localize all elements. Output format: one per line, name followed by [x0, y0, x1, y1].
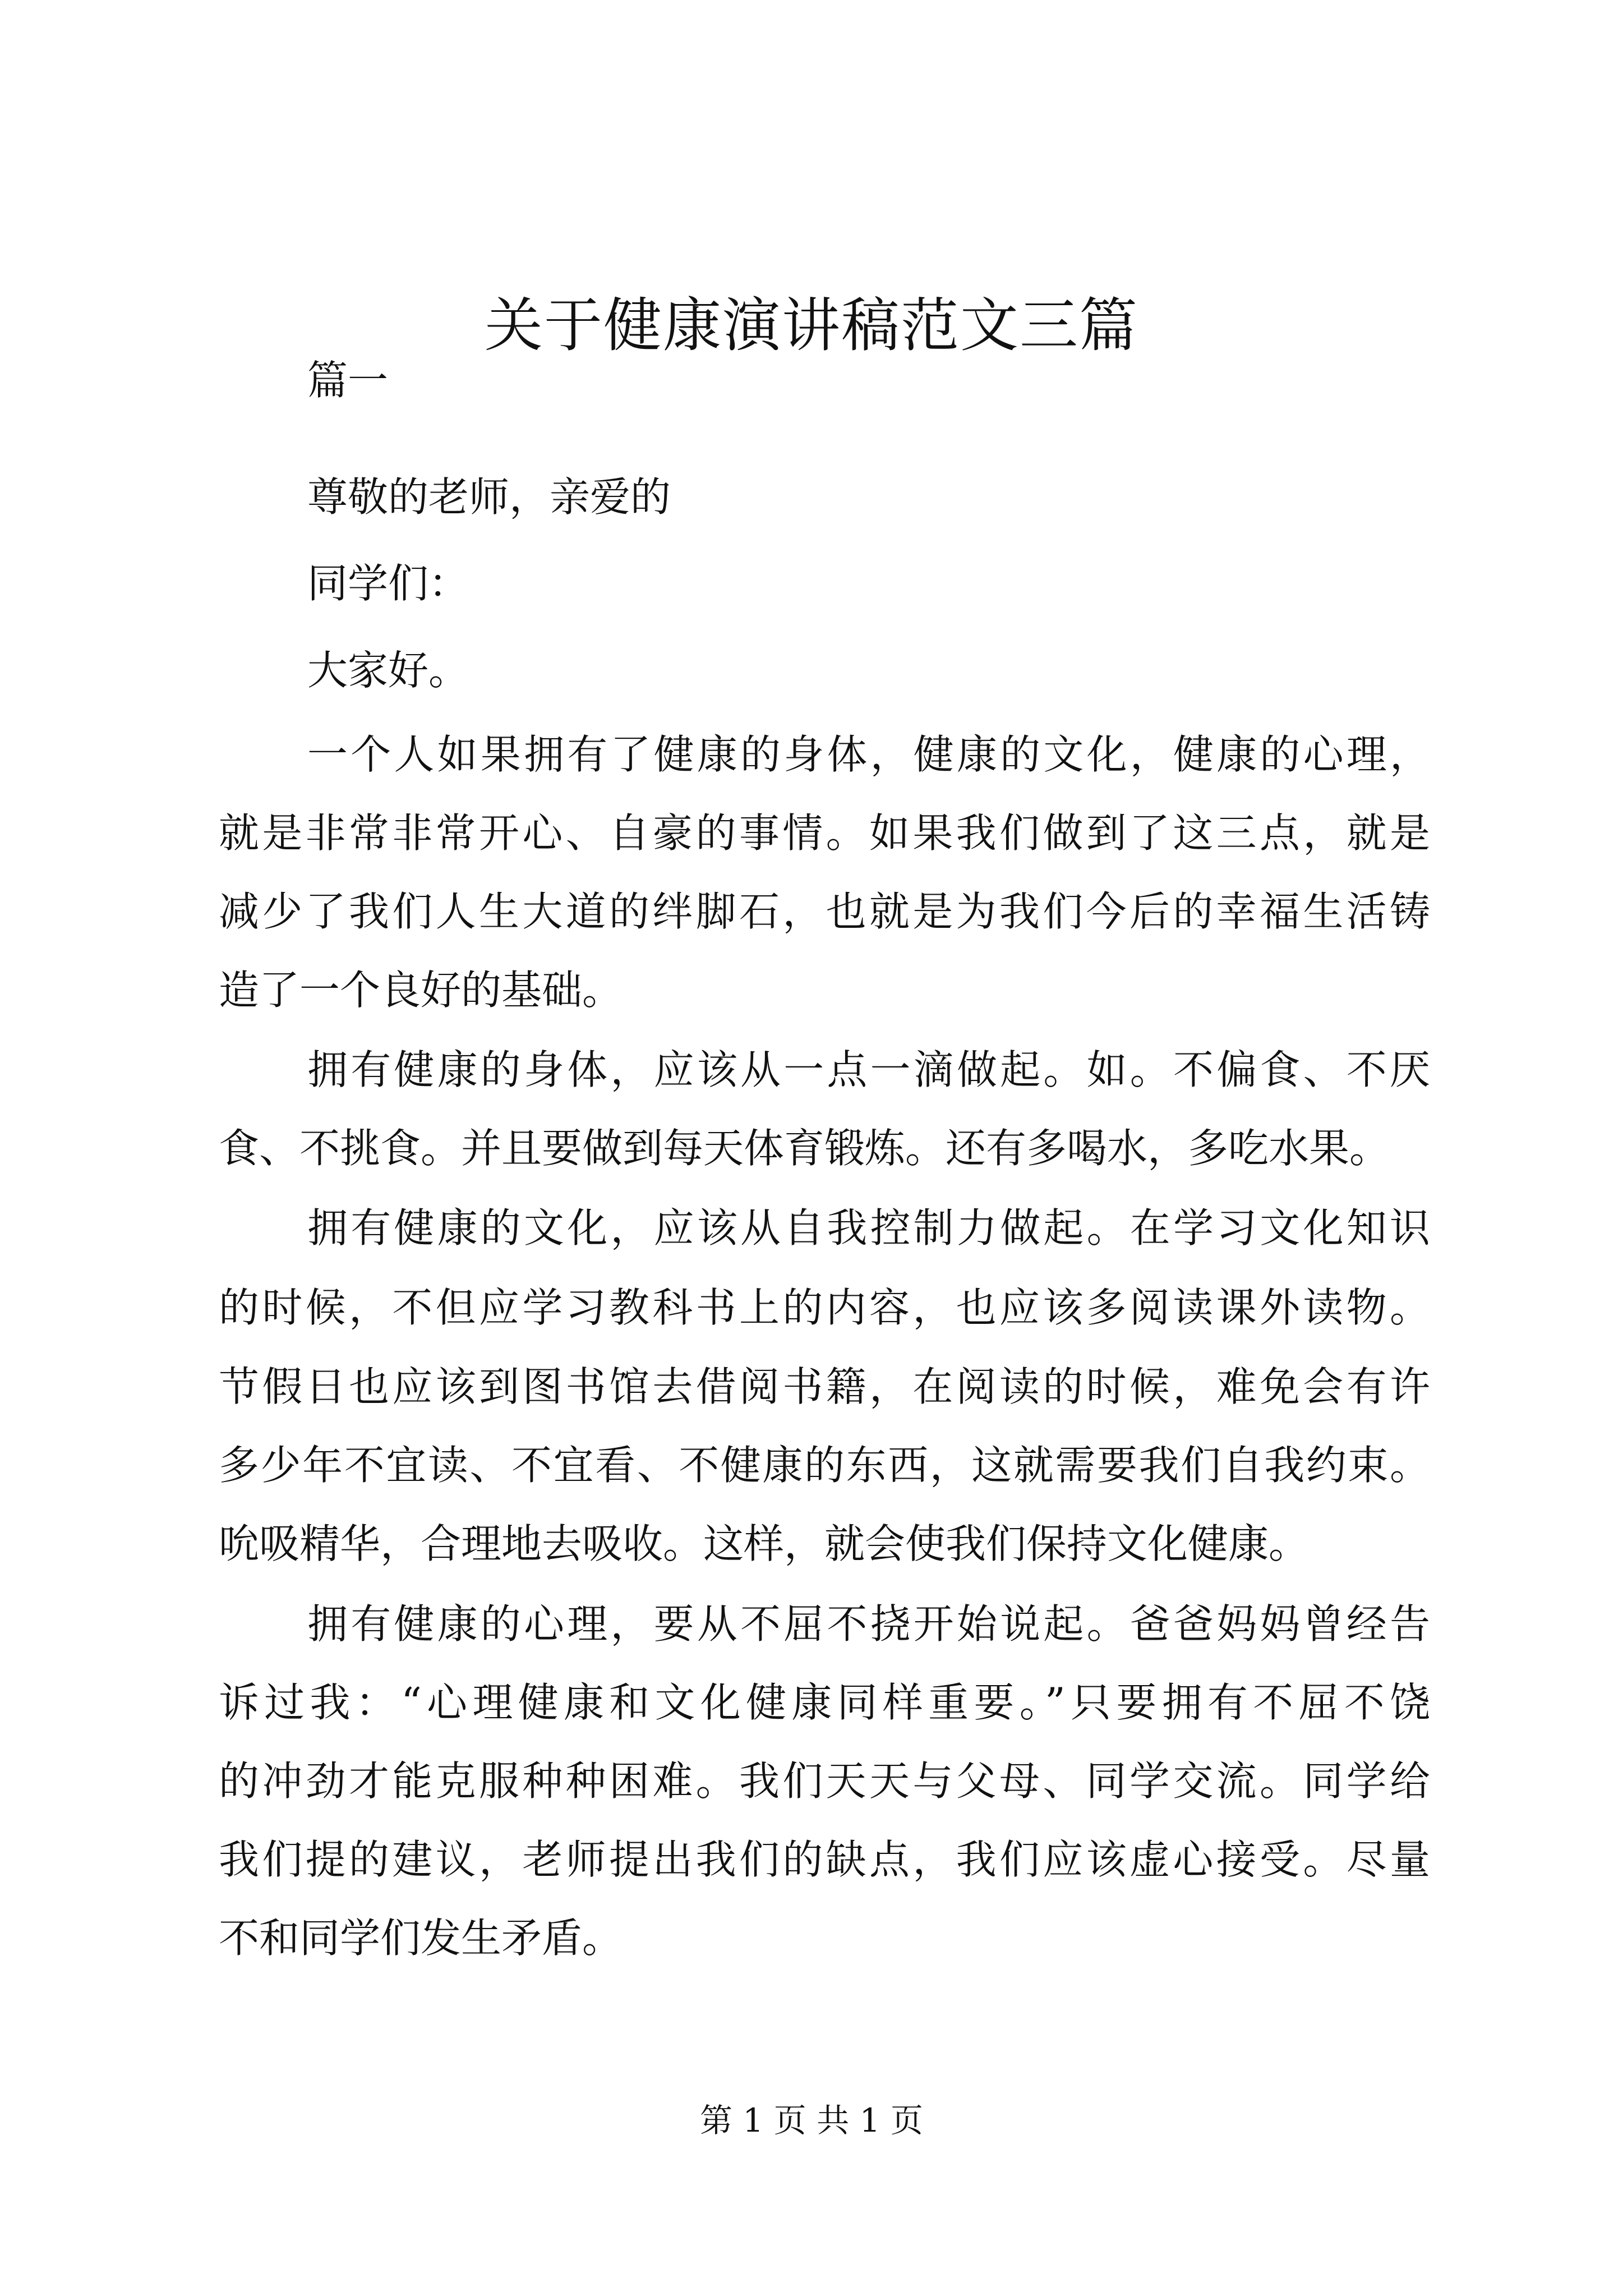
paragraph-4-line-4: 我们提的建议，老师提出我们的缺点，我们应该虚心接受。尽量 — [219, 1836, 1430, 1883]
paragraph-3-line-2: 的时候，不但应学习教科书上的内容，也应该多阅读课外读物。 — [219, 1284, 1430, 1331]
paragraph-2-line-2: 食、不挑食。并且要做到每天体育锻炼。还有多喝水，多吃水果。 — [219, 1125, 1390, 1172]
document-title: 关于健康演讲稿范文三篇 — [484, 291, 1138, 360]
greeting: 大家好。 — [307, 647, 469, 694]
paragraph-3-line-4: 多少年不宜读、不宜看、不健康的东西，这就需要我们自我约束。 — [219, 1442, 1430, 1489]
paragraph-1-line-4: 造了一个良好的基础。 — [219, 967, 623, 1014]
paragraph-4-line-3: 的冲劲才能克服种种困难。我们天天与父母、同学交流。同学给 — [219, 1757, 1430, 1805]
paragraph-4-line-1: 拥有健康的心理，要从不屈不挠开始说起。爸爸妈妈曾经告 — [307, 1600, 1430, 1648]
paragraph-3-line-1: 拥有健康的文化，应该从自我控制力做起。在学习文化知识 — [307, 1204, 1430, 1251]
salutation-line-1: 尊敬的老师，亲爱的 — [307, 473, 671, 521]
salutation-line-2: 同学们： — [307, 560, 469, 607]
paragraph-2-line-1: 拥有健康的身体，应该从一点一滴做起。如。不偏食、不厌 — [307, 1046, 1430, 1093]
section-heading: 篇一 — [307, 357, 389, 404]
page-footer: 第 1 页 共 1 页 — [700, 2101, 923, 2139]
paragraph-4-line-5: 不和同学们发生矛盾。 — [219, 1915, 623, 1962]
paragraph-3-line-5: 吮吸精华，合理地去吸收。这样，就会使我们保持文化健康。 — [219, 1520, 1310, 1567]
paragraph-1-line-2: 就是非常非常开心、自豪的事情。如果我们做到了这三点，就是 — [219, 809, 1430, 857]
paragraph-4-line-2: 诉过我：“心理健康和文化健康同样重要。”只要拥有不屈不饶 — [219, 1679, 1430, 1726]
paragraph-1-line-3: 减少了我们人生大道的绊脚石，也就是为我们今后的幸福生活铸 — [219, 888, 1430, 935]
paragraph-3-line-3: 节假日也应该到图书馆去借阅书籍，在阅读的时候，难免会有许 — [219, 1363, 1430, 1410]
paragraph-1-line-1: 一个人如果拥有了健康的身体，健康的文化，健康的心理， — [307, 731, 1430, 778]
